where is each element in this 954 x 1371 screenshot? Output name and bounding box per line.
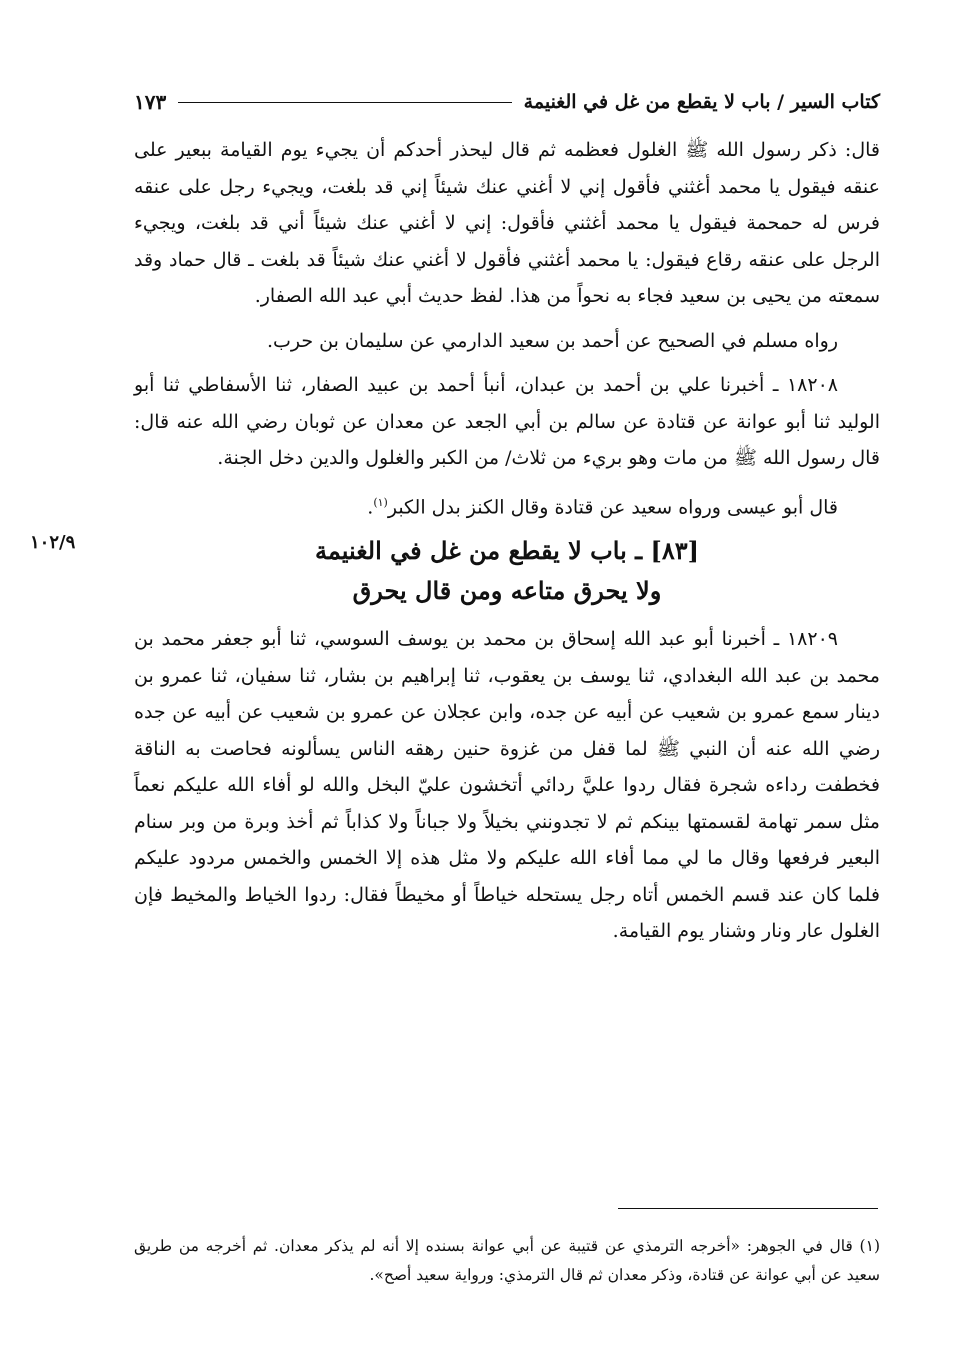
paragraph-gap: [134, 315, 880, 323]
paragraph-hadith-18208: ١٨٢٠٨ ـ أخبرنا علي بن أحمد بن عبدان، أنبأ أحمد بن عبيد الصفار، ثنا الأسفاطي ثنا أبو الوليد ثنا أبو عوانة عن قتادة عن سالم بن أبي الجعد عن معدان عن ثوبان رضي الله عنه قال: قال رسول الله ﷺ من مات وهو بريء من ثلاث/ من الكبر والغلول والدين دخل الجنة.: [134, 374, 880, 469]
header-rule: [178, 102, 511, 103]
abu-isa-text: قال أبو عيسى ورواه سعيد عن قتادة وقال الكنز بدل الكبر: [387, 495, 838, 518]
paragraph-abu-isa-note: [134, 485, 880, 526]
footnote-separator: [618, 1208, 878, 1209]
margin-volume-note: ١٠٢/٩: [30, 532, 76, 553]
paragraph-gap: [134, 477, 880, 485]
footnote-ref[interactable]: (١): [373, 495, 388, 509]
paragraph-gap: [134, 359, 880, 367]
paragraph-hadith-text: قال: ذكر رسول الله ﷺ الغلول فعظمه ثم قال ليحذر أحدكم أن يجيء يوم القيامة ببعير على عنقه فيقول يا محمد أغثني فأقول إني لا أغني عنك شيئاً إني قد بلغت، ويجيء رجل على عنقه فرس له حمحمة فيقول يا محمد أغثني فأقول: إني لا أغني عنك شيئاً أني قد بلغت، ويجيء الرجل على عنقه رقاع فيقول: يا محمد أغثني فأقول لا أغني عنك شيئاً قد بلغت ـ قال حماد وقد سمعته من يحيى بن سعيد فجاء به نحواً من هذا. لفظ حديث أبي عبد الله الصفار.: [134, 139, 880, 307]
chapter-heading-line1: [٨٣] ـ باب لا يقطع من غل في الغنيمة: [314, 536, 700, 566]
footnote-1: (١) قال في الجوهر: «أخرجه الترمذي عن قتيبة عن أبي عوانة بسنده إلا أنه لم يذكر معدان. ثم أخرجه من طريق سعيد عن أبي عوانة عن قتادة، وذكر معدان ثم قال الترمذي: ورواية سعيد أصح».: [134, 1237, 880, 1284]
main-text: [134, 132, 880, 950]
footnotes: [134, 1232, 880, 1290]
running-header: [134, 84, 880, 120]
chapter-heading-line2: ولا يحرق متاعه ومن قال يحرق: [352, 576, 662, 606]
paragraph-muslim-note: رواه مسلم في الصحيح عن أحمد بن سعيد الدارمي عن سليمان بن حرب.: [266, 329, 838, 352]
chapter-heading: [134, 531, 880, 611]
page-number: ١٧٣: [134, 90, 167, 114]
paragraph-hadith-18209: ١٨٢٠٩ ـ أخبرنا أبو عبد الله إسحاق بن محمد بن يوسف السوسي، ثنا أبو جعفر محمد بن محمد بن عبد الله البغدادي، ثنا يوسف بن يعقوب، ثنا إبراهيم بن بشار، ثنا سفيان، ثنا عمرو بن دينار سمع عمرو بن شعيب عن أبيه عن جده، وابن عجلان عن عمرو بن شعيب عن أبيه عن جده رضي الله عنه أن النبي ﷺ لما قفل من غزوة حنين رهقه الناس يسألونه فحاصت به الناقة فخطفت رداءه شجرة فقال ردوا عليَّ ردائي أتخشون عليّ البخل والله لو أفاء الله عليكم نعماً مثل سمر تهامة لقسمتها بينكم ثم لا تجدونني بخيلاً ولا جباناً ولا كذاباً ثم أخذ وبرة من وبر سنام البعير فرفعها وقال ما لي مما أفاء الله عليكم ولا مثل هذه إلا الخمس والخمس مردود عليكم فلما كان عند قسم الخمس أتاه رجل يستحله خياطاً أو مخيطاً فقال: ردوا الخياط والمخيط فإن الغلول عار ونار وشنار يوم القيامة.: [134, 628, 880, 943]
sentence-end: .: [367, 495, 374, 518]
running-title: كتاب السير / باب لا يقطع من غل في الغنيمة: [523, 91, 880, 113]
